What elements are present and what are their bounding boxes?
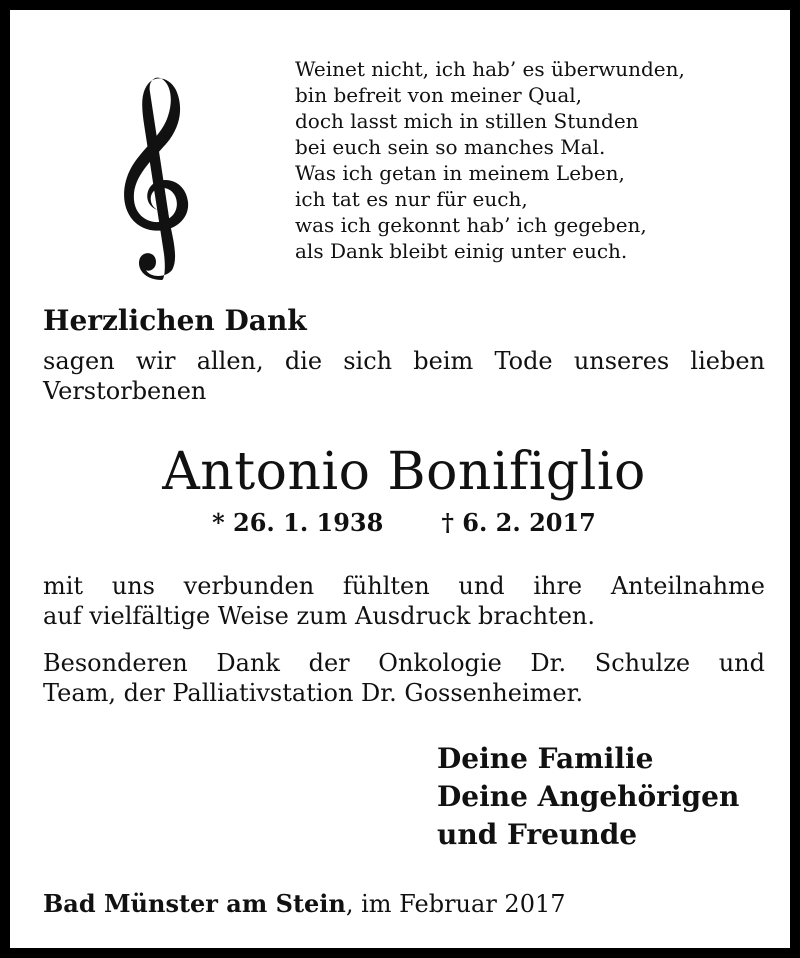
signature-block xyxy=(437,740,739,854)
special-thanks-line: Team, der Palliativstation Dr. Gossenheimer. xyxy=(43,679,584,707)
death-date: † 6. 2. 2017 xyxy=(441,508,596,537)
thanks-line: auf vielfältige Weise zum Ausdruck brachten. xyxy=(43,602,595,630)
poem-line: bin befreit von meiner Qual, xyxy=(295,83,583,107)
special-thanks-line: Besonderen Dank der Onkologie Dr. Schulze und xyxy=(43,649,765,677)
deceased-name: Antonio Bonifiglio xyxy=(162,442,646,502)
place-name: Bad Münster am Stein xyxy=(43,889,346,918)
intro-line: sagen wir allen, die sich beim Tode unseres lieben xyxy=(43,347,765,375)
poem-line: als Dank bleibt einig unter euch. xyxy=(295,239,628,263)
memorial-poem xyxy=(295,56,765,264)
birth-date: * 26. 1. 1938 xyxy=(212,508,384,537)
place-date-line xyxy=(43,888,566,920)
thanks-paragraph xyxy=(43,571,765,631)
poem-line: ich tat es nur für euch, xyxy=(295,187,528,211)
life-dates xyxy=(43,506,765,540)
thanks-line: mit uns verbunden fühlten und ihre Anteilnahme xyxy=(43,572,765,600)
signature-line: Deine Angehörigen xyxy=(437,780,740,813)
intro-paragraph xyxy=(43,346,765,406)
poem-line: Weinet nicht, ich hab’ es überwunden, xyxy=(295,57,685,81)
poem-line: bei euch sein so manches Mal. xyxy=(295,135,606,159)
signature-line: und Freunde xyxy=(437,818,638,851)
poem-line: doch lasst mich in stillen Stunden xyxy=(295,109,639,133)
intro-line: Verstorbenen xyxy=(43,377,207,405)
special-thanks-paragraph xyxy=(43,648,765,708)
poem-line: was ich gekonnt hab’ ich gegeben, xyxy=(295,213,647,237)
poem-line: Was ich getan in meinem Leben, xyxy=(295,161,625,185)
signature-line: Deine Familie xyxy=(437,742,654,775)
treble-clef-icon xyxy=(110,74,200,286)
thanks-heading: Herzlichen Dank xyxy=(43,304,307,337)
notice-date: , im Februar 2017 xyxy=(345,890,566,918)
